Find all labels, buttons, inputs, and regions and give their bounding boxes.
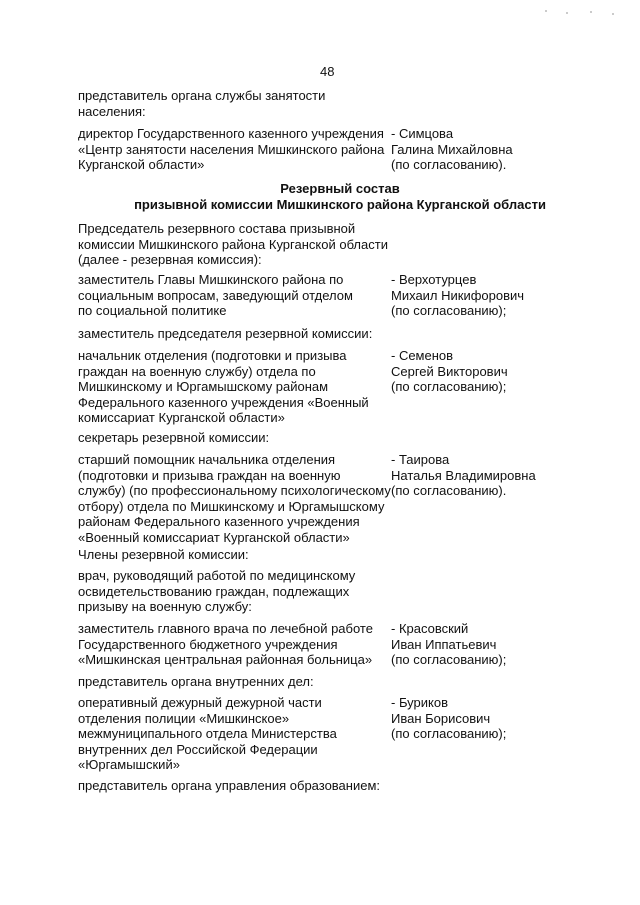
scan-speck: [612, 13, 614, 15]
member-label: представитель органа внутренних дел:: [78, 674, 314, 689]
scan-speck: [566, 12, 568, 14]
entry-position: старший помощник начальника отделения (подготовки и призыва граждан на военную службу) (по профессиональному психологическому отбору) отдела по Мишкинскому и Юргамышскому районам Федерального казенного учреждения «Военный комиссариат Курганской области»: [78, 452, 391, 545]
member-person: - Буриков Иван Борисович (по согласованию);: [391, 695, 507, 742]
member-position: заместитель главного врача по лечебной работе Государственного бюджетного учреждения «Мишкинская центральная районная больница»: [78, 621, 373, 668]
page-number: 48: [320, 64, 335, 79]
scan-speck: [590, 11, 592, 13]
entry-position: начальник отделения (подготовки и призыва граждан на военную службу) отдела по Мишкинскому и Юргамышскому районам Федерального казенного учреждения «Военный комиссариат Курганской области»: [78, 348, 369, 426]
scan-speck: [545, 10, 547, 12]
chairman-label: Председатель резервного состава призывной комиссии Мишкинского района Курганской области (далее - резервная комиссия):: [78, 221, 388, 268]
entry-label: заместитель председателя резервной комиссии:: [78, 326, 373, 341]
intro-position: директор Государственного казенного учреждения «Центр занятости населения Мишкинского района Курганской области»: [78, 126, 385, 173]
member-position: оперативный дежурный дежурной части отделения полиции «Мишкинское» межмуниципального отдела Министерства внутренних дел Российской Федерации «Юргамышский»: [78, 695, 337, 773]
entry-person: - Верхотурцев Михаил Никифорович (по согласованию);: [391, 272, 525, 319]
members-label: Члены резервной комиссии:: [78, 547, 249, 562]
member-person: - Красовский Иван Иппатьевич (по согласованию);: [391, 621, 507, 668]
heading-line1: Резервный состав: [280, 181, 400, 196]
heading-line2: призывной комиссии Мишкинского района Курганской области: [134, 197, 546, 212]
entry-label: секретарь резервной комиссии:: [78, 430, 270, 445]
entry-person: - Семенов Сергей Викторович (по согласованию);: [391, 348, 508, 395]
entry-person: - Таирова Наталья Владимировна (по согласованию).: [391, 452, 536, 499]
entry-position: заместитель Главы Мишкинского района по социальным вопросам, заведующий отделом по социальной политике: [78, 272, 353, 319]
final-label: представитель органа управления образованием:: [78, 778, 381, 793]
intro-person: - Симцова Галина Михайловна (по согласованию).: [391, 126, 513, 173]
intro-label: представитель органа службы занятости населения:: [78, 88, 326, 119]
member-label: врач, руководящий работой по медицинскому освидетельствованию граждан, подлежащих призыву на военную службу:: [78, 568, 356, 615]
